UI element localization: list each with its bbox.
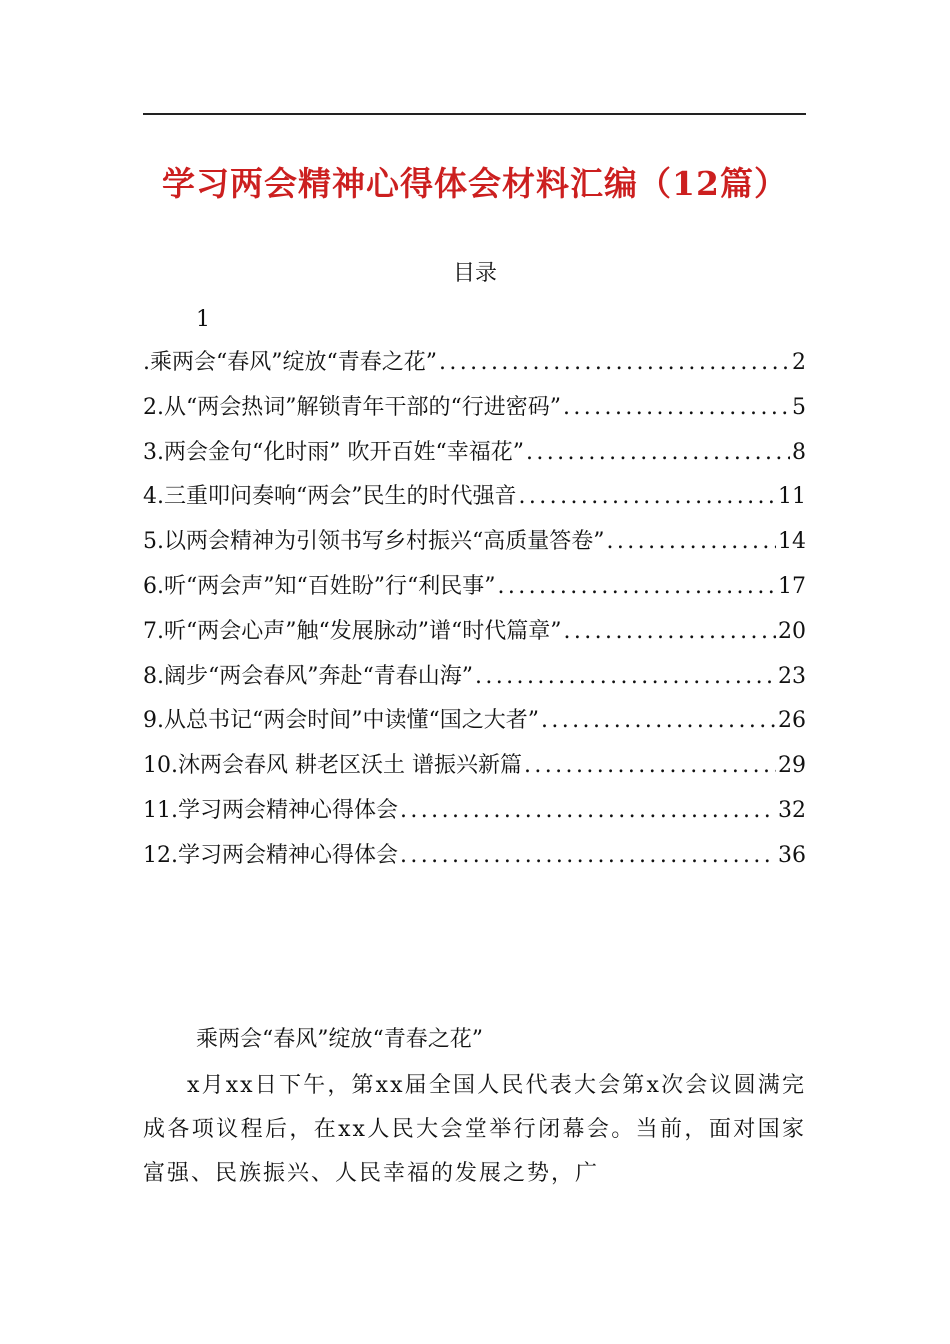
toc-leader-dots bbox=[519, 475, 777, 520]
toc-entry-title: 11.学习两会精神心得体会 bbox=[143, 797, 398, 823]
toc-entry[interactable] bbox=[143, 475, 806, 520]
toc-entry-title: 7.听“两会心声”触“发展脉动”谱“时代篇章” bbox=[143, 618, 562, 644]
toc-entry[interactable] bbox=[143, 386, 806, 431]
toc-entry[interactable] bbox=[143, 699, 806, 744]
toc-entry[interactable] bbox=[143, 520, 806, 565]
toc-entry-title: 5.以两会精神为引领书写乡村振兴“高质量答卷” bbox=[143, 529, 605, 555]
toc-entry-title: 6.听“两会声”知“百姓盼”行“利民事” bbox=[143, 573, 496, 599]
toc-entry-page: 2 bbox=[792, 350, 806, 375]
toc-number-line: 1 bbox=[196, 307, 210, 332]
body-paragraph: x月xx日下午，第xx届全国人民代表大会第x次会议圆满完成各项议程后，在xx人民大会堂举行闭幕会。当前，面对国家富强、民族振兴、人民幸福的发展之势，广 bbox=[143, 1073, 806, 1186]
toc-entry-page: 26 bbox=[778, 708, 806, 734]
document-title: 学习两会精神心得体会材料汇编（12篇） bbox=[162, 164, 788, 203]
toc-entry-page: 8 bbox=[792, 439, 806, 465]
toc-entry-title: 9.从总书记“两会时间”中读懂“国之大者” bbox=[143, 708, 539, 734]
toc-entry-title: .乘两会“春风”绽放“青春之花” bbox=[143, 350, 437, 375]
toc-heading: 目录 bbox=[452, 261, 497, 286]
toc-entry-page: 11 bbox=[778, 484, 806, 510]
toc-entry[interactable] bbox=[143, 834, 806, 879]
toc-leader-dots bbox=[563, 610, 776, 655]
toc-leader-dots bbox=[475, 655, 776, 700]
toc-entry-page: 36 bbox=[778, 842, 806, 868]
toc-entry-title: 3.两会金句“化时雨” 吹开百姓“幸福花” bbox=[143, 439, 524, 465]
toc-entry[interactable] bbox=[143, 655, 806, 700]
toc-entry-page: 20 bbox=[778, 618, 806, 644]
toc-entry-title: 8.阔步“两会春风”奔赴“青春山海” bbox=[143, 663, 473, 689]
toc-leader-dots bbox=[400, 834, 776, 879]
section-title: 乘两会“春风”绽放“青春之花” bbox=[196, 1027, 483, 1052]
toc-leader-dots bbox=[607, 520, 777, 565]
toc-entry-page: 32 bbox=[778, 797, 806, 823]
toc-entry-title: 10.沐两会春风 耕老区沃土 谱振兴新篇 bbox=[143, 753, 522, 779]
toc-entry-page: 29 bbox=[778, 753, 806, 779]
toc-entry[interactable] bbox=[143, 789, 806, 834]
toc-leader-dots bbox=[541, 699, 776, 744]
toc-leader-dots bbox=[524, 744, 776, 789]
toc-entry[interactable] bbox=[143, 565, 806, 610]
toc-leader-dots bbox=[563, 386, 790, 431]
toc-entry-page: 23 bbox=[778, 663, 806, 689]
toc-entry[interactable] bbox=[143, 431, 806, 476]
toc-entry-page: 14 bbox=[778, 529, 806, 555]
toc-entry-title: 4.三重叩问奏响“两会”民生的时代强音 bbox=[143, 484, 517, 510]
toc-entry-title: 12.学习两会精神心得体会 bbox=[143, 842, 398, 868]
table-of-contents bbox=[143, 341, 806, 879]
toc-leader-dots bbox=[439, 341, 790, 386]
toc-entry-page: 5 bbox=[792, 394, 806, 420]
toc-leader-dots bbox=[497, 565, 776, 610]
header-rule bbox=[143, 113, 806, 115]
toc-entry-title: 2.从“两会热词”解锁青年干部的“行进密码” bbox=[143, 394, 561, 420]
toc-entry[interactable] bbox=[143, 610, 806, 655]
toc-leader-dots bbox=[526, 431, 790, 476]
toc-entry[interactable] bbox=[143, 341, 806, 386]
toc-leader-dots bbox=[400, 789, 776, 834]
toc-entry-page: 17 bbox=[778, 573, 806, 599]
toc-entry[interactable] bbox=[143, 744, 806, 789]
